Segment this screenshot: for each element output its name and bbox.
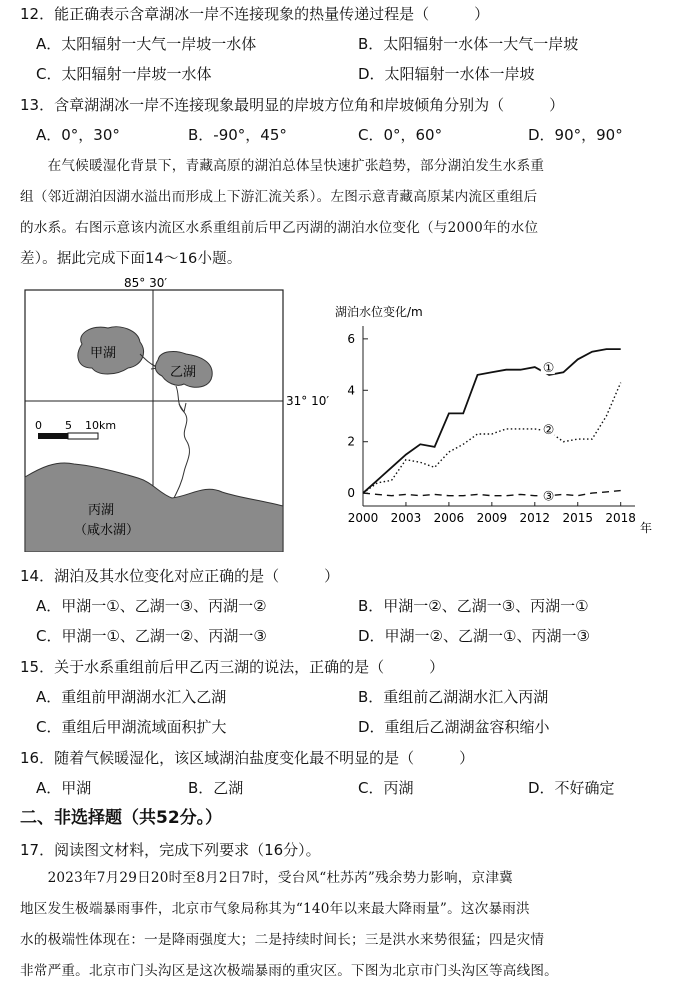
lake-jia-label: 甲湖 (90, 346, 117, 361)
question-13-option-a[interactable]: A．0°，30° (36, 126, 120, 144)
question-16-option-c[interactable]: C．丙湖 (358, 779, 414, 797)
question-14-option-d[interactable]: D．甲湖一②、乙湖一①、丙湖一③ (358, 627, 590, 645)
y-tick-label: 6 (347, 331, 355, 346)
passage-line: 2023年7月29日20时至8月2日7时，受台风“杜苏芮”残余势力影响，京津冀 (20, 870, 513, 886)
question-17-stem: 17．阅读图文材料，完成下列要求（16分）。 (20, 841, 321, 859)
question-15-option-c[interactable]: C．重组后甲湖流域面积扩大 (36, 718, 227, 736)
question-16-stem: 16．随着气候暖湿化，该区域湖泊盐度变化最不明显的是（ ） (20, 749, 475, 767)
latitude-label: 31° 10′ (286, 394, 330, 408)
passage-line: 在气候暖湿化背景下，青藏高原的湖泊总体呈快速扩张趋势，部分湖泊发生水系重 (20, 158, 545, 174)
x-tick-label: 2006 (433, 511, 465, 525)
passage-17 (20, 863, 672, 987)
passage-line: 地区发生极端暴雨事件，北京市气象局称其为“140年以来最大降雨量”。这次暴雨洪 (20, 901, 530, 917)
question-14-option-a[interactable]: A．甲湖一①、乙湖一③、丙湖一② (36, 597, 267, 615)
question-16-option-d[interactable]: D．不好确定 (528, 779, 615, 797)
y-tick-label: 0 (347, 486, 355, 501)
scale-label-10: 10km (85, 419, 117, 432)
series-line-2 (363, 383, 621, 494)
scale-bar-black (38, 433, 68, 439)
question-14-stem: 14．湖泊及其水位变化对应正确的是（ ） (20, 567, 340, 585)
x-tick-label: 2009 (476, 511, 508, 525)
x-tick-label: 2000 (347, 511, 379, 525)
passage-14-16 (20, 151, 672, 275)
scale-label-0: 0 (35, 419, 42, 432)
question-14-option-b[interactable]: B．甲湖一②、乙湖一③、丙湖一① (358, 597, 589, 615)
series-label-2: ② (542, 422, 555, 438)
series-line-1 (363, 349, 621, 493)
lake-bing-label: 丙湖 (88, 503, 115, 518)
chart-ylabel: 湖泊水位变化/m (335, 305, 423, 319)
passage-line: 差）。据此完成下面14～16小题。 (20, 251, 242, 267)
question-13-stem: 13．含章湖湖冰一岸不连接现象最明显的岸坡方位角和岸坡倾角分别为（ ） (20, 96, 565, 114)
passage-line: 水的极端性体现在：一是降雨强度大；二是持续时间长；三是洪水来势很猛；四是灾情 (20, 932, 545, 948)
lake-bing-note: （咸水湖） (74, 523, 140, 538)
question-13-option-b[interactable]: B．-90°，45° (188, 126, 287, 144)
lake-yi-label: 乙湖 (170, 365, 197, 380)
question-13-option-c[interactable]: C．0°，60° (358, 126, 443, 144)
x-tick-label: 2015 (562, 511, 594, 525)
scale-bar-white (68, 433, 98, 439)
question-12-stem: 12．能正确表示含章湖冰一岸不连接现象的热量传递过程是（ ） (20, 5, 490, 23)
x-tick-label: 2012 (519, 511, 551, 525)
x-tick-label: 2018 (605, 511, 636, 525)
question-16-option-b[interactable]: B．乙湖 (188, 779, 244, 797)
series-label-1: ① (542, 361, 555, 377)
question-15-option-b[interactable]: B．重组前乙湖湖水汇入丙湖 (358, 688, 549, 706)
question-12-option-d[interactable]: D．太阳辐射一水体一岸坡 (358, 65, 535, 83)
question-15-option-d[interactable]: D．重组后乙湖湖盆容积缩小 (358, 718, 550, 736)
question-16-option-a[interactable]: A．甲湖 (36, 779, 92, 797)
y-tick-label: 4 (347, 383, 355, 398)
passage-line: 组（邻近湖泊因湖水溢出而形成上下游汇流关系）。左图示意青藏高原某内流区重组后 (20, 189, 538, 205)
series-label-3: ③ (542, 489, 555, 505)
section-heading: 二、非选择题（共52分。） (20, 808, 223, 828)
question-15-option-a[interactable]: A．重组前甲湖湖水汇入乙湖 (36, 688, 227, 706)
question-12-option-b[interactable]: B．太阳辐射一水体一大气一岸坡 (358, 35, 579, 53)
longitude-label: 85° 30′ (124, 276, 168, 290)
question-13-option-d[interactable]: D．90°，90° (528, 126, 623, 144)
question-12-option-a[interactable]: A．太阳辐射一大气一岸坡一水体 (36, 35, 257, 53)
y-tick-label: 2 (347, 434, 355, 449)
chart-x-unit: 年 (640, 521, 653, 535)
question-14-option-c[interactable]: C．甲湖一①、乙湖一②、丙湖一③ (36, 627, 267, 645)
scale-label-5: 5 (65, 419, 72, 432)
question-15-stem: 15．关于水系重组前后甲乙丙三湖的说法，正确的是（ ） (20, 658, 445, 676)
lake-map-figure (0, 272, 340, 552)
lake-level-chart (330, 296, 670, 546)
passage-line: 非常严重。北京市门头沟区是这次极端暴雨的重灾区。下图为北京市门头沟区等高线图。 (20, 963, 558, 979)
x-tick-label: 2003 (390, 511, 422, 525)
question-12-option-c[interactable]: C．太阳辐射一岸坡一水体 (36, 65, 212, 83)
passage-line: 的水系。右图示意该内流区水系重组前后甲乙丙湖的湖泊水位变化（与2000年的水位 (20, 220, 539, 236)
series-line-3 (363, 491, 621, 496)
